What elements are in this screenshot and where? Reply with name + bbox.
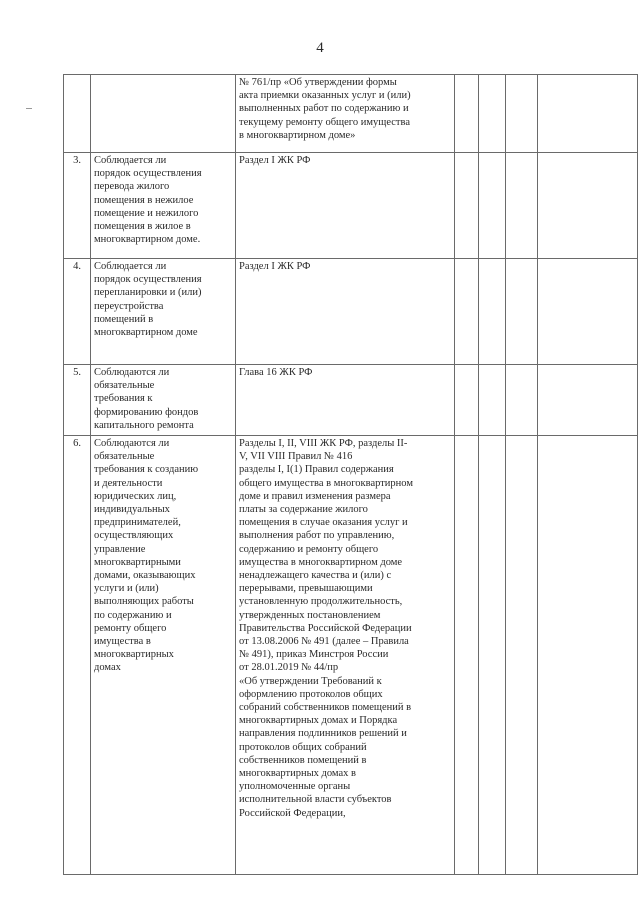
reference-line: в многоквартирном доме»	[239, 129, 356, 141]
answer-cell	[506, 153, 538, 259]
question-line: Соблюдаются ли	[94, 438, 170, 449]
legal-reference	[236, 365, 455, 436]
reference-line: выполненных работ по содержанию и	[239, 103, 409, 115]
row-number: 6.	[64, 436, 91, 875]
question-line: осуществляющих	[94, 530, 174, 542]
question-line: помещения в жилое в	[94, 221, 191, 233]
reference-line: платы за содержание жилого	[239, 504, 368, 516]
row-number: 3.	[64, 153, 91, 259]
table-row	[64, 153, 638, 259]
answer-cell	[479, 75, 506, 153]
reference-line: № 491), приказ Минстроя России	[239, 649, 389, 661]
page-number: 4	[316, 40, 324, 56]
reference-line: Глава 16 ЖК РФ	[239, 367, 313, 378]
reference-line: исполнительной власти субъектов	[239, 794, 392, 806]
answer-cell	[479, 153, 506, 259]
reference-line: разделы I, I(1) Правил содержания	[239, 464, 394, 476]
question-line: обязательные	[94, 451, 155, 463]
answer-cell	[538, 75, 638, 153]
reference-line: Российской Федерации,	[239, 807, 346, 819]
reference-line: собственников помещений в	[239, 754, 367, 766]
reference-line: оформлению протоколов общих	[239, 688, 383, 700]
reference-line: многоквартирных домах в	[239, 768, 356, 780]
reference-line: уполномоченные органы	[239, 781, 351, 793]
question-line: по содержанию и	[94, 609, 172, 621]
answer-cell	[506, 75, 538, 153]
answer-cell	[538, 259, 638, 365]
table-row	[64, 365, 638, 436]
reference-line: акта приемки оказанных услуг и (или)	[239, 90, 411, 102]
question-line: порядок осуществления	[94, 168, 202, 180]
reference-line: содержанию и ремонту общего	[239, 543, 379, 555]
question-line: имущества в	[94, 636, 151, 648]
question-line: капитального ремонта	[94, 419, 194, 431]
reference-line: Правительства Российской Федерации	[239, 622, 412, 634]
reference-line: от 28.01.2019 № 44/пр	[239, 662, 339, 674]
question-line: индивидуальных	[94, 504, 170, 516]
question-line: помещений в	[94, 313, 154, 325]
reference-line: V, VII VIII Правил № 416	[239, 451, 353, 463]
reference-line: выполнения работ по управлению,	[239, 530, 395, 542]
question-line: юридических лиц,	[94, 490, 177, 502]
question-line: переустройства	[94, 300, 164, 312]
answer-cell	[506, 259, 538, 365]
answer-cell	[506, 365, 538, 436]
table-row	[64, 436, 638, 875]
reference-line: ненадлежащего качества и (или) с	[239, 570, 392, 582]
row-number: 5.	[64, 365, 91, 436]
question-line: помещение и нежилого	[94, 207, 199, 219]
question-line: порядок осуществления	[94, 274, 202, 286]
reference-line: текущему ремонту общего имущества	[239, 116, 410, 128]
question-line: многоквартирном доме	[94, 327, 198, 339]
requirement-question	[91, 259, 236, 365]
reference-line: от 13.08.2006 № 491 (далее – Правила	[239, 636, 409, 648]
question-line: требования к созданию	[94, 464, 199, 476]
question-line: ремонту общего	[94, 622, 167, 634]
requirement-question	[91, 365, 236, 436]
question-line: Соблюдаются ли	[94, 367, 170, 378]
question-line: Соблюдается ли	[94, 155, 167, 166]
reference-line: «Об утверждении Требований к	[239, 675, 382, 687]
reference-line: утвержденных постановлением	[239, 609, 381, 621]
question-line: услуги и (или)	[94, 583, 159, 595]
reference-line: имущества в многоквартирном доме	[239, 556, 403, 568]
answer-cell	[538, 365, 638, 436]
answer-cell	[455, 153, 479, 259]
reference-line: Раздел I ЖК РФ	[239, 155, 311, 166]
reference-line: собраний собственников помещений в	[239, 702, 412, 714]
question-line: многоквартирных	[94, 649, 174, 661]
answer-cell	[455, 259, 479, 365]
question-line: помещения в нежилое	[94, 194, 194, 206]
answer-cell	[479, 365, 506, 436]
row-number	[64, 75, 91, 153]
question-line: перепланировки и (или)	[94, 287, 202, 299]
answer-cell	[479, 259, 506, 365]
answer-cell	[538, 436, 638, 875]
requirement-question	[91, 75, 236, 153]
table-row	[64, 75, 638, 153]
answer-cell	[506, 436, 538, 875]
question-line: домами, оказывающих	[94, 570, 196, 582]
margin-mark	[26, 108, 32, 109]
question-line: выполняющих работы	[94, 596, 194, 608]
row-number: 4.	[64, 259, 91, 365]
question-line: предпринимателей,	[94, 517, 181, 529]
question-line: многоквартирными	[94, 556, 181, 568]
checklist-body	[64, 75, 638, 875]
legal-reference	[236, 259, 455, 365]
question-line: обязательные	[94, 380, 155, 392]
legal-reference	[236, 75, 455, 153]
question-line: требования к	[94, 393, 153, 405]
requirement-question	[91, 153, 236, 259]
reference-line: № 761/пр «Об утверждении формы	[239, 77, 397, 88]
question-line: формированию фондов	[94, 406, 199, 418]
answer-cell	[455, 436, 479, 875]
question-line: многоквартирном доме.	[94, 234, 201, 246]
checklist-table	[63, 74, 638, 875]
answer-cell	[538, 153, 638, 259]
reference-line: общего имущества в многоквартирном	[239, 477, 413, 489]
reference-line: направления подлинников решений и	[239, 728, 407, 740]
legal-reference	[236, 153, 455, 259]
question-line: перевода жилого	[94, 181, 170, 193]
answer-cell	[479, 436, 506, 875]
reference-line: установленную продолжительность,	[239, 596, 403, 608]
table-row	[64, 259, 638, 365]
reference-line: доме и правил изменения размера	[239, 490, 391, 502]
question-line: Соблюдается ли	[94, 261, 167, 272]
question-line: и деятельности	[94, 477, 163, 489]
reference-line: перерывами, превышающими	[239, 583, 373, 595]
answer-cell	[455, 365, 479, 436]
question-line: домах	[94, 662, 121, 674]
reference-line: многоквартирных домах и Порядка	[239, 715, 398, 727]
reference-line: Разделы I, II, VIII ЖК РФ, разделы II-	[239, 438, 408, 449]
reference-line: протоколов общих собраний	[239, 741, 367, 753]
question-line: управление	[94, 543, 146, 555]
legal-reference	[236, 436, 455, 875]
answer-cell	[455, 75, 479, 153]
reference-line: помещения в случае оказания услуг и	[239, 517, 408, 529]
reference-line: Раздел I ЖК РФ	[239, 261, 311, 272]
requirement-question	[91, 436, 236, 875]
